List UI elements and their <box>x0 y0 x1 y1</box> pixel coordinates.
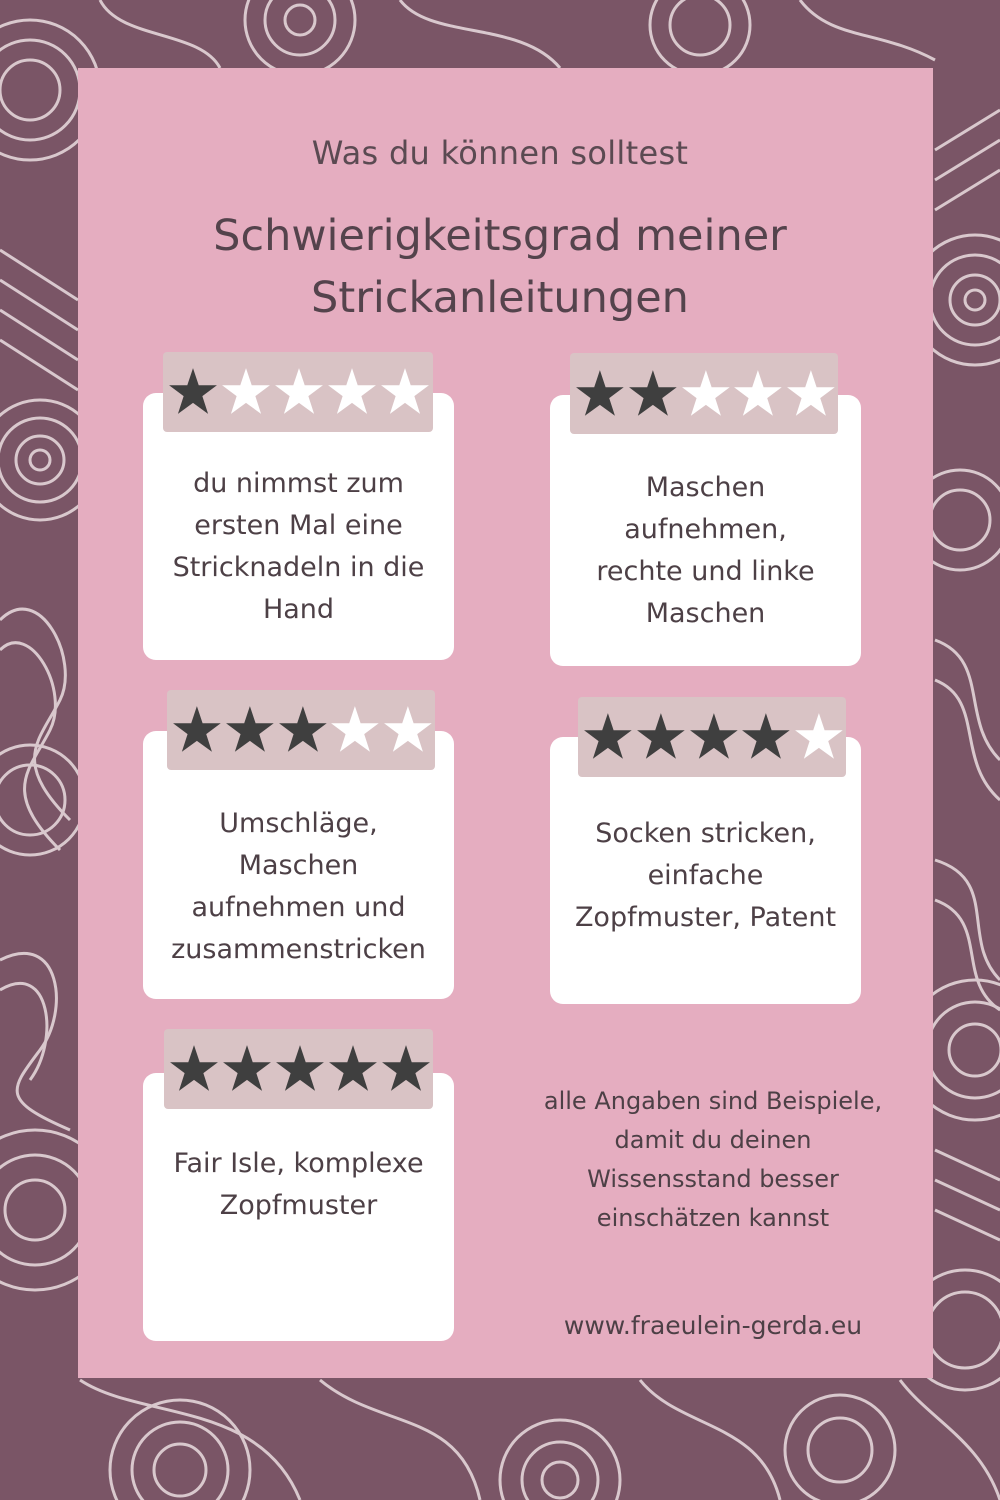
star-filled-icon <box>274 1043 326 1095</box>
note-line: alle Angaben sind Beispiele, <box>543 1087 883 1115</box>
disclaimer-note <box>528 1082 898 1238</box>
card-text-line: du nimmst zum <box>193 468 404 499</box>
card-description <box>143 463 454 631</box>
card-text-line: aufnehmen, <box>624 514 787 545</box>
star-rating <box>578 697 846 777</box>
star-filled-icon <box>380 1043 432 1095</box>
difficulty-card-2 <box>550 395 861 666</box>
note-line: Wissensstand besser <box>587 1165 839 1193</box>
star-filled-icon <box>167 366 219 418</box>
star-empty-icon <box>680 368 732 420</box>
card-text-line: Socken stricken, <box>595 818 816 849</box>
card-text-line: Maschen <box>645 598 766 629</box>
star-filled-icon <box>327 1043 379 1095</box>
star-filled-icon <box>277 704 329 756</box>
card-description <box>550 813 861 939</box>
card-text-line: Umschläge, <box>219 808 378 839</box>
card-description <box>550 467 861 635</box>
card-text-line: aufnehmen und <box>191 892 406 923</box>
card-text-line: Stricknadeln in die <box>172 552 425 583</box>
star-filled-icon <box>224 704 276 756</box>
difficulty-card-4 <box>550 737 861 1004</box>
card-text-line: Maschen <box>238 850 359 881</box>
star-rating <box>164 1029 433 1109</box>
difficulty-card-1 <box>143 393 454 660</box>
subtitle: Was du können solltest <box>311 134 689 172</box>
card-text-line: ersten Mal eine <box>194 510 403 541</box>
star-empty-icon <box>379 366 431 418</box>
card-text-line: rechte und linke <box>596 556 815 587</box>
star-filled-icon <box>582 711 634 763</box>
card-text-line: zusammenstricken <box>171 934 426 965</box>
star-rating <box>163 352 433 432</box>
star-empty-icon <box>793 711 845 763</box>
note-line: damit du deinen <box>614 1126 812 1154</box>
card-text-line: einfache <box>647 860 764 891</box>
difficulty-card-5 <box>143 1073 454 1341</box>
star-rating <box>167 690 435 770</box>
title-line: Strickanleitungen <box>311 273 689 323</box>
star-filled-icon <box>627 368 679 420</box>
star-filled-icon <box>635 711 687 763</box>
difficulty-card-3 <box>143 731 454 999</box>
star-empty-icon <box>785 368 837 420</box>
star-empty-icon <box>273 366 325 418</box>
title-line: Schwierigkeitsgrad meiner <box>213 211 787 261</box>
star-empty-icon <box>220 366 272 418</box>
card-description <box>143 803 454 971</box>
star-rating <box>570 353 838 434</box>
card-text-line: Zopfmuster <box>219 1190 378 1221</box>
star-empty-icon <box>732 368 784 420</box>
star-filled-icon <box>574 368 626 420</box>
star-empty-icon <box>329 704 381 756</box>
star-filled-icon <box>171 704 223 756</box>
note-line: einschätzen kannst <box>596 1204 830 1232</box>
star-filled-icon <box>221 1043 273 1095</box>
star-empty-icon <box>326 366 378 418</box>
card-text-line: Maschen <box>645 472 766 503</box>
star-filled-icon <box>740 711 792 763</box>
card-text-line: Zopfmuster, Patent <box>574 902 837 933</box>
star-filled-icon <box>168 1043 220 1095</box>
star-empty-icon <box>382 704 434 756</box>
star-filled-icon <box>688 711 740 763</box>
card-text-line: Hand <box>262 594 335 625</box>
website-link[interactable]: www.fraeulein-gerda.eu <box>563 1311 863 1340</box>
card-description <box>143 1143 454 1227</box>
page-title <box>0 205 1000 329</box>
card-text-line: Fair Isle, komplexe <box>173 1148 424 1179</box>
